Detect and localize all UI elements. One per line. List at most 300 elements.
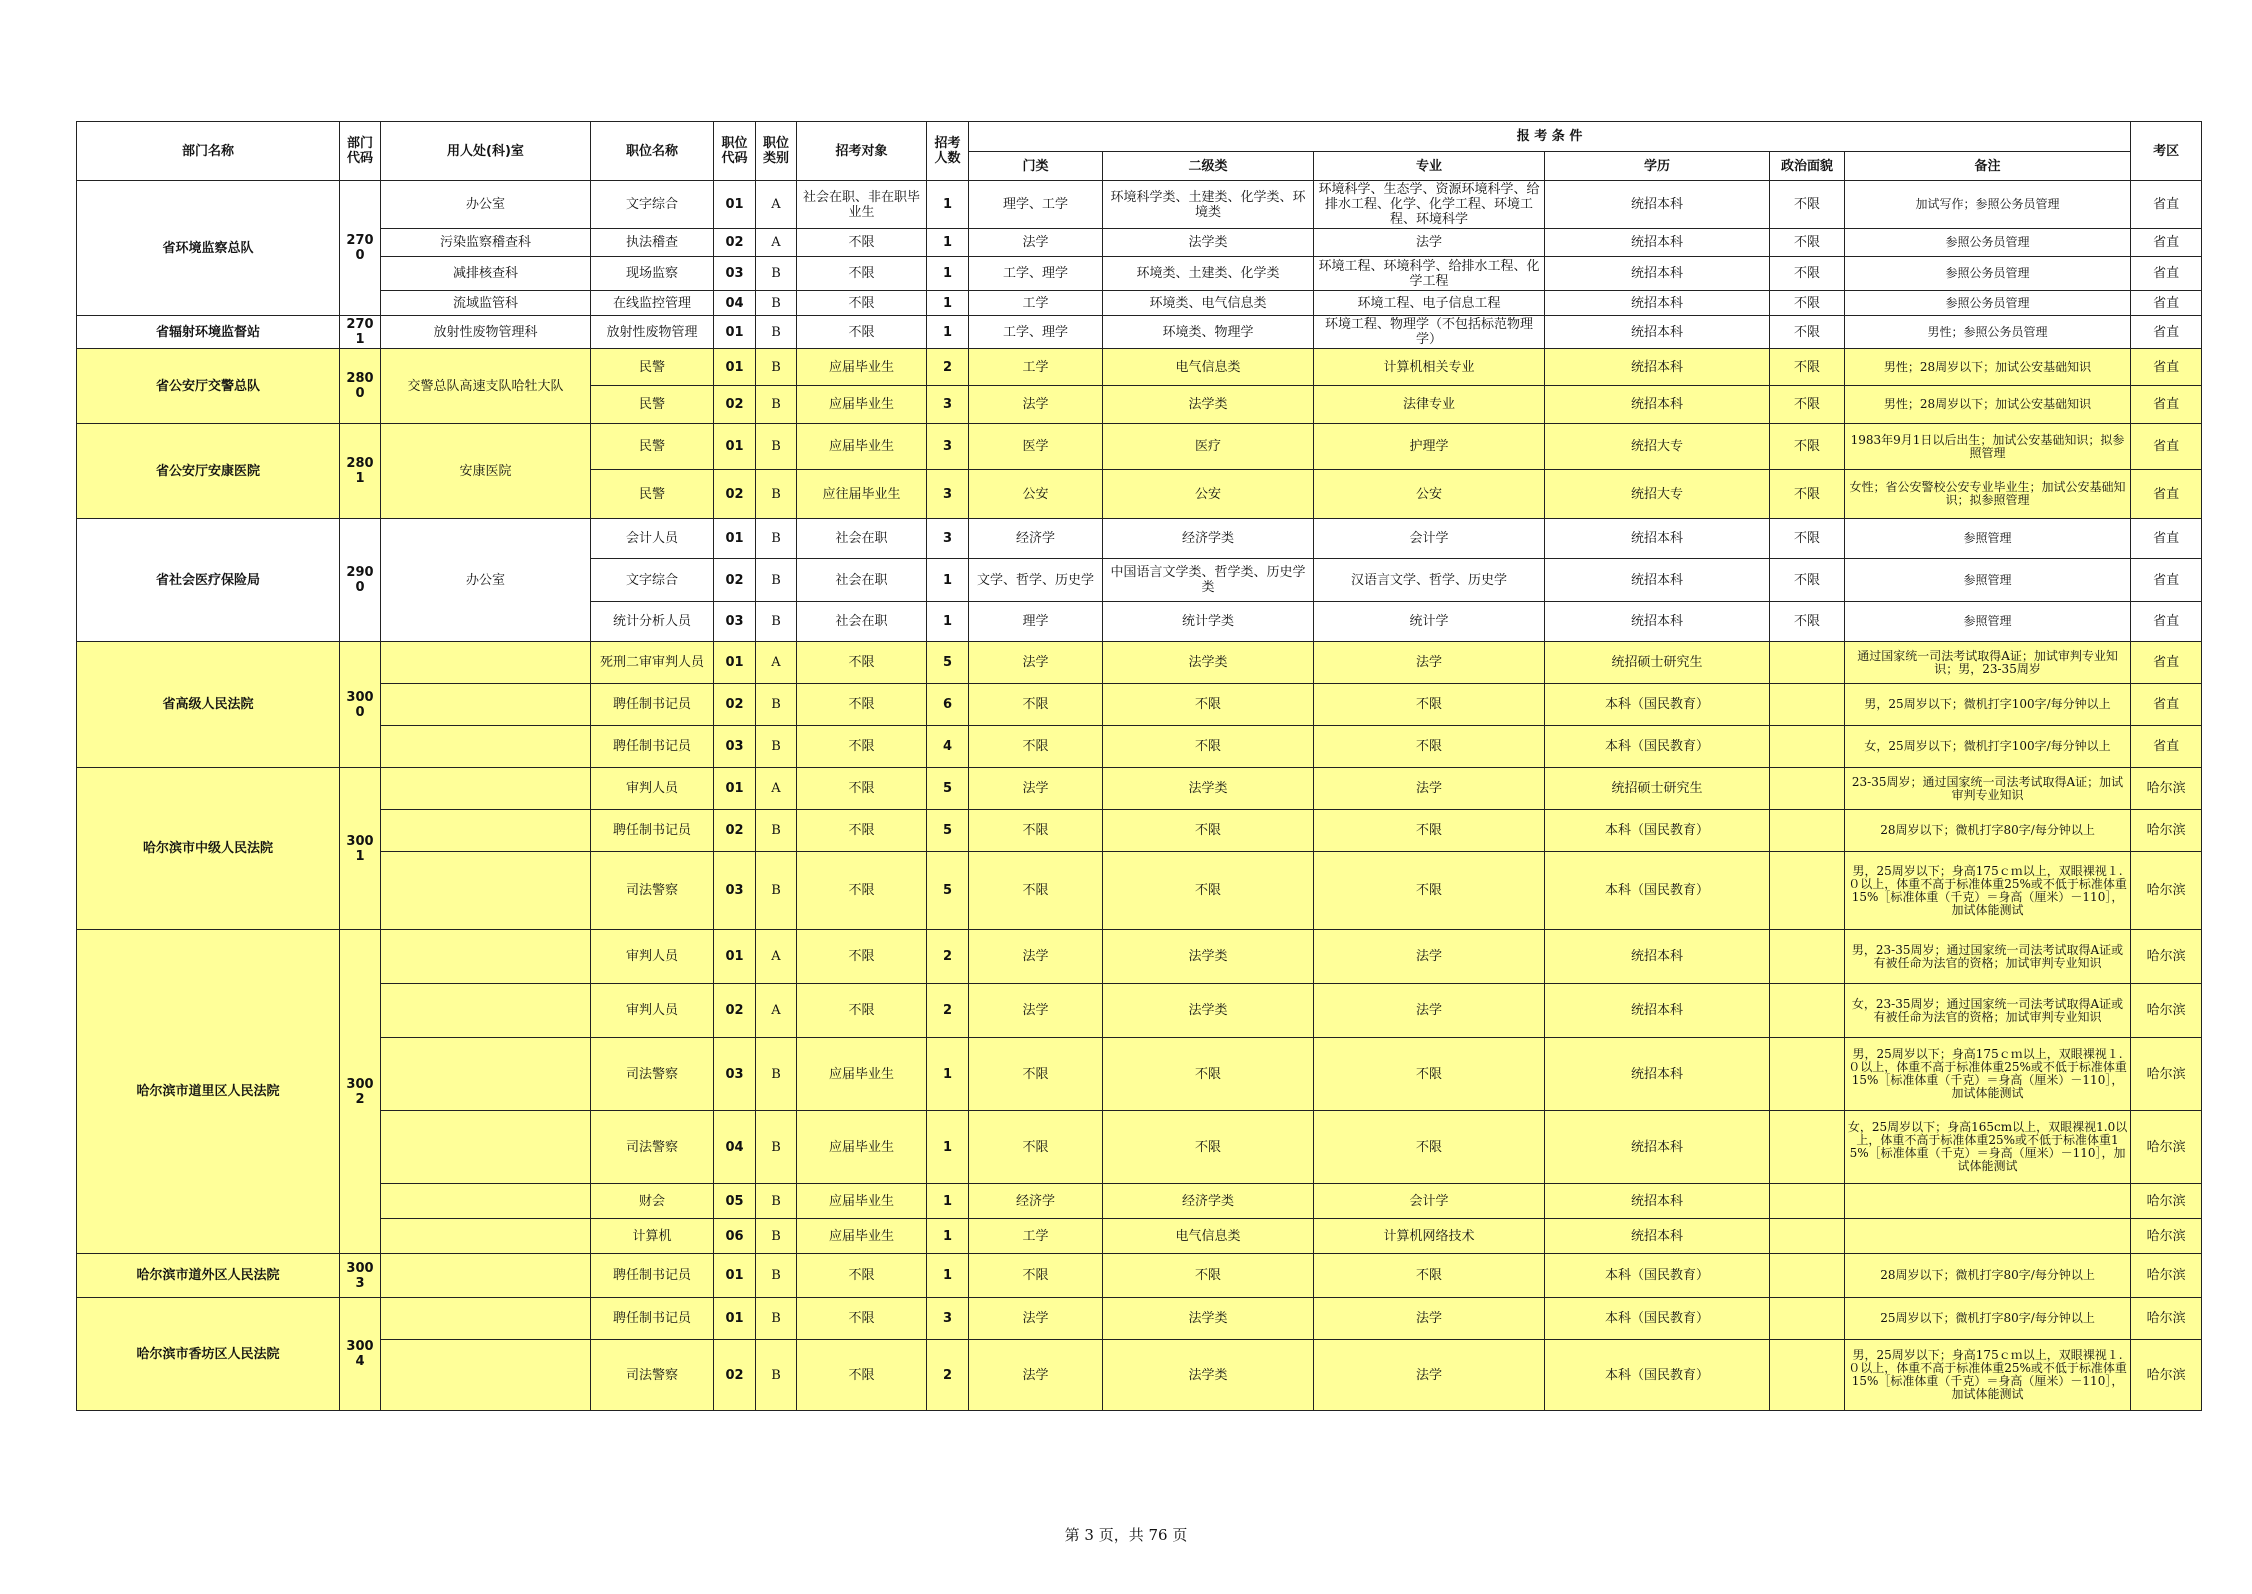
cell-position-code: 04 — [714, 1111, 756, 1184]
cell-education: 统招本科 — [1545, 1038, 1770, 1111]
cell-dept-name: 省环境监察总队 — [77, 181, 340, 316]
cell-exam-area: 哈尔滨 — [2131, 1184, 2202, 1219]
cell-sub-category: 法学类 — [1103, 768, 1314, 810]
cell-political — [1770, 1184, 1845, 1219]
cell-category: 理学、工学 — [969, 181, 1103, 229]
cell-category: 法学 — [969, 930, 1103, 984]
cell-position-type: B — [756, 519, 797, 559]
header-target: 招考对象 — [797, 122, 927, 181]
cell-position-name: 民警 — [591, 386, 714, 424]
cell-count: 1 — [927, 229, 969, 257]
cell-education: 统招本科 — [1545, 519, 1770, 559]
cell-position-type: B — [756, 810, 797, 852]
cell-sub-category: 不限 — [1103, 1111, 1314, 1184]
cell-exam-area: 省直 — [2131, 642, 2202, 684]
cell-office — [381, 984, 591, 1038]
cell-position-type: B — [756, 1254, 797, 1298]
cell-education: 本科（国民教育） — [1545, 1298, 1770, 1340]
cell-position-name: 在线监控管理 — [591, 291, 714, 316]
cell-position-code: 01 — [714, 642, 756, 684]
table-header — [77, 122, 2202, 181]
cell-position-name: 文字综合 — [591, 181, 714, 229]
cell-exam-area: 哈尔滨 — [2131, 1219, 2202, 1254]
cell-education: 统招本科 — [1545, 291, 1770, 316]
cell-education: 统招硕士研究生 — [1545, 768, 1770, 810]
table-row — [77, 1254, 2202, 1298]
cell-position-code: 01 — [714, 519, 756, 559]
cell-position-name: 聘任制书记员 — [591, 810, 714, 852]
cell-position-code: 01 — [714, 1298, 756, 1340]
cell-target: 不限 — [797, 684, 927, 726]
cell-target: 不限 — [797, 1340, 927, 1411]
table-row — [77, 257, 2202, 291]
cell-education: 本科（国民教育） — [1545, 726, 1770, 768]
header-exam-area: 考区 — [2131, 122, 2202, 181]
cell-political — [1770, 1111, 1845, 1184]
cell-position-type: B — [756, 726, 797, 768]
cell-category: 法学 — [969, 642, 1103, 684]
header-dept-name: 部门名称 — [77, 122, 340, 181]
cell-office: 安康医院 — [381, 424, 591, 519]
cell-sub-category: 法学类 — [1103, 930, 1314, 984]
cell-dept-name: 省辐射环境监督站 — [77, 316, 340, 349]
cell-count: 1 — [927, 181, 969, 229]
cell-political — [1770, 1038, 1845, 1111]
cell-political: 不限 — [1770, 181, 1845, 229]
cell-political: 不限 — [1770, 291, 1845, 316]
cell-political: 不限 — [1770, 257, 1845, 291]
cell-office: 交警总队高速支队哈牡大队 — [381, 349, 591, 424]
cell-category: 不限 — [969, 1038, 1103, 1111]
cell-position-name: 聘任制书记员 — [591, 684, 714, 726]
cell-position-code: 05 — [714, 1184, 756, 1219]
cell-political: 不限 — [1770, 386, 1845, 424]
cell-remarks: 参照公务员管理 — [1845, 229, 2131, 257]
cell-target: 不限 — [797, 852, 927, 930]
cell-count: 1 — [927, 1254, 969, 1298]
cell-sub-category: 法学类 — [1103, 1298, 1314, 1340]
cell-count: 3 — [927, 1298, 969, 1340]
cell-exam-area: 省直 — [2131, 559, 2202, 602]
cell-remarks: 28周岁以下；微机打字80字/每分钟以上 — [1845, 1254, 2131, 1298]
cell-dept-name: 省高级人民法院 — [77, 642, 340, 768]
cell-political: 不限 — [1770, 316, 1845, 349]
cell-sub-category: 不限 — [1103, 1254, 1314, 1298]
cell-sub-category: 中国语言文学类、哲学类、历史学类 — [1103, 559, 1314, 602]
cell-major: 不限 — [1314, 810, 1545, 852]
cell-major: 汉语言文学、哲学、历史学 — [1314, 559, 1545, 602]
cell-position-code: 01 — [714, 349, 756, 386]
cell-position-code: 03 — [714, 852, 756, 930]
header-position-code: 职位代码 — [714, 122, 756, 181]
cell-position-name: 会计人员 — [591, 519, 714, 559]
cell-sub-category: 电气信息类 — [1103, 349, 1314, 386]
cell-target: 不限 — [797, 984, 927, 1038]
cell-political: 不限 — [1770, 424, 1845, 470]
header-education: 学历 — [1545, 152, 1770, 181]
cell-dept-code: 2700 — [340, 181, 381, 316]
table-row — [77, 684, 2202, 726]
cell-political — [1770, 1254, 1845, 1298]
cell-count: 4 — [927, 726, 969, 768]
cell-office — [381, 1219, 591, 1254]
cell-position-name: 民警 — [591, 424, 714, 470]
cell-exam-area: 省直 — [2131, 602, 2202, 642]
cell-remarks: 男，23-35周岁；通过国家统一司法考试取得A证或有被任命为法官的资格；加试审判专业知识 — [1845, 930, 2131, 984]
page-footer: 第 3 页，共 76 页 — [1064, 1526, 1188, 1544]
cell-political: 不限 — [1770, 229, 1845, 257]
cell-category: 法学 — [969, 1340, 1103, 1411]
cell-position-code: 01 — [714, 424, 756, 470]
cell-sub-category: 医疗 — [1103, 424, 1314, 470]
cell-position-name: 文字综合 — [591, 559, 714, 602]
cell-count: 5 — [927, 810, 969, 852]
cell-sub-category: 不限 — [1103, 684, 1314, 726]
cell-major: 法学 — [1314, 642, 1545, 684]
cell-count: 5 — [927, 852, 969, 930]
table-row — [77, 726, 2202, 768]
cell-count: 1 — [927, 1184, 969, 1219]
cell-position-type: B — [756, 684, 797, 726]
cell-education: 本科（国民教育） — [1545, 810, 1770, 852]
cell-political — [1770, 810, 1845, 852]
cell-position-name: 审判人员 — [591, 984, 714, 1038]
cell-sub-category: 统计学类 — [1103, 602, 1314, 642]
cell-remarks: 男性；28周岁以下；加试公安基础知识 — [1845, 349, 2131, 386]
cell-sub-category: 不限 — [1103, 1038, 1314, 1111]
cell-position-type: B — [756, 349, 797, 386]
cell-position-name: 审判人员 — [591, 930, 714, 984]
cell-position-type: B — [756, 1111, 797, 1184]
cell-target: 应届毕业生 — [797, 424, 927, 470]
cell-education: 统招本科 — [1545, 349, 1770, 386]
cell-dept-name: 哈尔滨市中级人民法院 — [77, 768, 340, 930]
cell-count: 2 — [927, 984, 969, 1038]
cell-position-code: 02 — [714, 1340, 756, 1411]
table-row — [77, 519, 2202, 559]
cell-exam-area: 省直 — [2131, 291, 2202, 316]
cell-category: 不限 — [969, 852, 1103, 930]
cell-position-type: B — [756, 1298, 797, 1340]
cell-target: 不限 — [797, 291, 927, 316]
cell-position-name: 死刑二审审判人员 — [591, 642, 714, 684]
table-row — [77, 349, 2202, 386]
cell-sub-category: 不限 — [1103, 726, 1314, 768]
cell-target: 应届毕业生 — [797, 349, 927, 386]
cell-position-type: B — [756, 852, 797, 930]
cell-target: 应届毕业生 — [797, 1184, 927, 1219]
cell-category: 工学 — [969, 291, 1103, 316]
cell-target: 应往届毕业生 — [797, 470, 927, 519]
cell-exam-area: 哈尔滨 — [2131, 930, 2202, 984]
cell-education: 统招大专 — [1545, 424, 1770, 470]
cell-sub-category: 环境类、土建类、化学类 — [1103, 257, 1314, 291]
cell-dept-name: 哈尔滨市道里区人民法院 — [77, 930, 340, 1254]
cell-education: 统招本科 — [1545, 386, 1770, 424]
cell-remarks: 男性；参照公务员管理 — [1845, 316, 2131, 349]
cell-dept-code: 2800 — [340, 349, 381, 424]
cell-political: 不限 — [1770, 519, 1845, 559]
cell-target: 不限 — [797, 229, 927, 257]
cell-category: 工学、理学 — [969, 257, 1103, 291]
cell-education: 本科（国民教育） — [1545, 852, 1770, 930]
cell-remarks: 女，23-35周岁；通过国家统一司法考试取得A证或有被任命为法官的资格；加试审判专业知识 — [1845, 984, 2131, 1038]
cell-category: 工学 — [969, 1219, 1103, 1254]
cell-target: 不限 — [797, 257, 927, 291]
cell-remarks: 男，25周岁以下；微机打字100字/每分钟以上 — [1845, 684, 2131, 726]
cell-exam-area: 哈尔滨 — [2131, 984, 2202, 1038]
cell-count: 5 — [927, 768, 969, 810]
header-remarks: 备注 — [1845, 152, 2131, 181]
cell-position-type: B — [756, 424, 797, 470]
cell-position-type: A — [756, 930, 797, 984]
table-row — [77, 810, 2202, 852]
cell-education: 本科（国民教育） — [1545, 1254, 1770, 1298]
cell-office — [381, 810, 591, 852]
cell-position-type: B — [756, 1038, 797, 1111]
cell-exam-area: 省直 — [2131, 181, 2202, 229]
cell-count: 5 — [927, 642, 969, 684]
cell-political — [1770, 684, 1845, 726]
cell-count: 3 — [927, 519, 969, 559]
cell-count: 3 — [927, 386, 969, 424]
cell-target: 应届毕业生 — [797, 1111, 927, 1184]
cell-remarks: 23-35周岁；通过国家统一司法考试取得A证；加试审判专业知识 — [1845, 768, 2131, 810]
cell-dept-code: 2801 — [340, 424, 381, 519]
cell-position-type: B — [756, 386, 797, 424]
cell-position-code: 03 — [714, 1038, 756, 1111]
cell-major: 环境工程、环境科学、给排水工程、化学工程 — [1314, 257, 1545, 291]
cell-category: 法学 — [969, 386, 1103, 424]
cell-education: 统招本科 — [1545, 1219, 1770, 1254]
cell-exam-area: 省直 — [2131, 386, 2202, 424]
cell-position-name: 计算机 — [591, 1219, 714, 1254]
cell-remarks: 女，25周岁以下；微机打字100字/每分钟以上 — [1845, 726, 2131, 768]
cell-dept-name: 哈尔滨市香坊区人民法院 — [77, 1298, 340, 1411]
cell-category: 法学 — [969, 984, 1103, 1038]
cell-office: 办公室 — [381, 181, 591, 229]
cell-position-code: 02 — [714, 810, 756, 852]
cell-major: 不限 — [1314, 726, 1545, 768]
cell-major: 环境科学、生态学、资源环境科学、给排水工程、化学、化学工程、环境工程、环境科学 — [1314, 181, 1545, 229]
cell-count: 1 — [927, 291, 969, 316]
cell-remarks: 参照管理 — [1845, 602, 2131, 642]
cell-remarks — [1845, 1184, 2131, 1219]
table-row — [77, 424, 2202, 470]
cell-remarks: 通过国家统一司法考试取得A证；加试审判专业知识；男，23-35周岁 — [1845, 642, 2131, 684]
cell-education: 统招本科 — [1545, 602, 1770, 642]
table-row — [77, 229, 2202, 257]
cell-count: 1 — [927, 1111, 969, 1184]
cell-political: 不限 — [1770, 602, 1845, 642]
cell-sub-category: 经济学类 — [1103, 519, 1314, 559]
cell-sub-category: 不限 — [1103, 852, 1314, 930]
cell-remarks: 28周岁以下；微机打字80字/每分钟以上 — [1845, 810, 2131, 852]
cell-position-code: 02 — [714, 470, 756, 519]
header-sub-category: 二级类 — [1103, 152, 1314, 181]
cell-sub-category: 法学类 — [1103, 1340, 1314, 1411]
cell-dept-code: 3003 — [340, 1254, 381, 1298]
table-row — [77, 1340, 2202, 1411]
cell-position-type: B — [756, 559, 797, 602]
cell-target: 应届毕业生 — [797, 386, 927, 424]
cell-position-type: B — [756, 470, 797, 519]
cell-dept-name: 省公安厅安康医院 — [77, 424, 340, 519]
cell-position-code: 01 — [714, 930, 756, 984]
cell-major: 法学 — [1314, 1340, 1545, 1411]
cell-major: 不限 — [1314, 852, 1545, 930]
cell-exam-area: 省直 — [2131, 349, 2202, 386]
table-row — [77, 291, 2202, 316]
cell-position-name: 统计分析人员 — [591, 602, 714, 642]
cell-sub-category: 不限 — [1103, 810, 1314, 852]
cell-education: 统招本科 — [1545, 316, 1770, 349]
cell-target: 不限 — [797, 642, 927, 684]
table-row — [77, 1038, 2202, 1111]
cell-category: 法学 — [969, 1298, 1103, 1340]
cell-major: 会计学 — [1314, 519, 1545, 559]
cell-count: 1 — [927, 257, 969, 291]
cell-category: 工学、理学 — [969, 316, 1103, 349]
cell-position-type: A — [756, 642, 797, 684]
cell-position-name: 聘任制书记员 — [591, 1254, 714, 1298]
cell-category: 理学 — [969, 602, 1103, 642]
cell-office: 减排核查科 — [381, 257, 591, 291]
cell-office — [381, 726, 591, 768]
cell-position-code: 01 — [714, 181, 756, 229]
cell-education: 本科（国民教育） — [1545, 684, 1770, 726]
cell-exam-area: 哈尔滨 — [2131, 810, 2202, 852]
cell-position-type: B — [756, 257, 797, 291]
cell-position-name: 民警 — [591, 470, 714, 519]
table-row — [77, 930, 2202, 984]
cell-remarks: 参照管理 — [1845, 519, 2131, 559]
cell-sub-category: 公安 — [1103, 470, 1314, 519]
cell-major: 环境工程、电子信息工程 — [1314, 291, 1545, 316]
cell-sub-category: 经济学类 — [1103, 1184, 1314, 1219]
header-category: 门类 — [969, 152, 1103, 181]
cell-political — [1770, 642, 1845, 684]
header-political: 政治面貌 — [1770, 152, 1845, 181]
header-position-name: 职位名称 — [591, 122, 714, 181]
cell-category: 医学 — [969, 424, 1103, 470]
cell-exam-area: 省直 — [2131, 424, 2202, 470]
cell-count: 2 — [927, 1340, 969, 1411]
cell-position-code: 02 — [714, 684, 756, 726]
cell-position-name: 执法稽查 — [591, 229, 714, 257]
cell-major: 统计学 — [1314, 602, 1545, 642]
cell-target: 不限 — [797, 768, 927, 810]
cell-office: 污染监察稽查科 — [381, 229, 591, 257]
cell-political — [1770, 726, 1845, 768]
cell-exam-area: 省直 — [2131, 229, 2202, 257]
cell-count: 6 — [927, 684, 969, 726]
cell-dept-name: 哈尔滨市道外区人民法院 — [77, 1254, 340, 1298]
cell-target: 应届毕业生 — [797, 1219, 927, 1254]
cell-remarks: 女性；省公安警校公安专业毕业生；加试公安基础知识；拟参照管理 — [1845, 470, 2131, 519]
cell-category: 经济学 — [969, 1184, 1103, 1219]
cell-major: 护理学 — [1314, 424, 1545, 470]
table-row — [77, 1184, 2202, 1219]
cell-remarks — [1845, 1219, 2131, 1254]
cell-exam-area: 哈尔滨 — [2131, 1298, 2202, 1340]
cell-major: 法学 — [1314, 984, 1545, 1038]
cell-major: 计算机网络技术 — [1314, 1219, 1545, 1254]
cell-exam-area: 省直 — [2131, 684, 2202, 726]
cell-remarks: 女，25周岁以下；身高165cm以上，双眼裸视1.0以上，体重不高于标准体重25%或不低于标准体重15%［标准体重（千克）＝身高（厘米）－110］，加试体能测试 — [1845, 1111, 2131, 1184]
cell-target: 应届毕业生 — [797, 1038, 927, 1111]
cell-position-name: 审判人员 — [591, 768, 714, 810]
cell-sub-category: 法学类 — [1103, 984, 1314, 1038]
cell-position-type: B — [756, 1184, 797, 1219]
cell-political — [1770, 1219, 1845, 1254]
cell-position-code: 06 — [714, 1219, 756, 1254]
cell-office — [381, 1340, 591, 1411]
cell-position-code: 04 — [714, 291, 756, 316]
cell-exam-area: 省直 — [2131, 316, 2202, 349]
table-row — [77, 1111, 2202, 1184]
cell-position-name: 聘任制书记员 — [591, 726, 714, 768]
cell-position-code: 03 — [714, 602, 756, 642]
cell-target: 不限 — [797, 316, 927, 349]
table-row — [77, 852, 2202, 930]
cell-education: 本科（国民教育） — [1545, 1340, 1770, 1411]
cell-category: 不限 — [969, 1111, 1103, 1184]
cell-remarks: 1983年9月1日以后出生；加试公安基础知识；拟参照管理 — [1845, 424, 2131, 470]
cell-exam-area: 哈尔滨 — [2131, 1254, 2202, 1298]
cell-political — [1770, 852, 1845, 930]
cell-exam-area: 哈尔滨 — [2131, 768, 2202, 810]
cell-position-type: A — [756, 768, 797, 810]
cell-exam-area: 省直 — [2131, 470, 2202, 519]
cell-position-code: 02 — [714, 229, 756, 257]
table-row — [77, 1219, 2202, 1254]
cell-office: 办公室 — [381, 519, 591, 642]
cell-position-code: 02 — [714, 386, 756, 424]
cell-remarks: 25周岁以下；微机打字80字/每分钟以上 — [1845, 1298, 2131, 1340]
cell-remarks: 参照公务员管理 — [1845, 291, 2131, 316]
cell-category: 法学 — [969, 229, 1103, 257]
cell-office — [381, 1298, 591, 1340]
table-body — [77, 181, 2202, 1411]
cell-major: 计算机相关专业 — [1314, 349, 1545, 386]
cell-remarks: 参照管理 — [1845, 559, 2131, 602]
cell-political: 不限 — [1770, 559, 1845, 602]
cell-major: 法学 — [1314, 1298, 1545, 1340]
cell-position-name: 司法警察 — [591, 1038, 714, 1111]
cell-major: 不限 — [1314, 1254, 1545, 1298]
cell-dept-code: 2701 — [340, 316, 381, 349]
cell-office: 流域监管科 — [381, 291, 591, 316]
cell-sub-category: 环境类、电气信息类 — [1103, 291, 1314, 316]
cell-position-type: B — [756, 291, 797, 316]
cell-dept-code: 3001 — [340, 768, 381, 930]
cell-count: 1 — [927, 1219, 969, 1254]
cell-major: 会计学 — [1314, 1184, 1545, 1219]
cell-office — [381, 1111, 591, 1184]
cell-remarks: 男，25周岁以下；身高175ｃｍ以上，双眼裸视１.０以上，体重不高于标准体重25%或不低于标准体重15%［标准体重（千克）＝身高（厘米）－110］，加试体能测试 — [1845, 852, 2131, 930]
cell-position-code: 01 — [714, 316, 756, 349]
cell-position-name: 财会 — [591, 1184, 714, 1219]
cell-target: 不限 — [797, 810, 927, 852]
cell-sub-category: 环境科学类、土建类、化学类、环境类 — [1103, 181, 1314, 229]
cell-exam-area: 哈尔滨 — [2131, 1340, 2202, 1411]
cell-education: 统招硕士研究生 — [1545, 642, 1770, 684]
cell-position-name: 司法警察 — [591, 1111, 714, 1184]
cell-position-type: A — [756, 229, 797, 257]
cell-political — [1770, 930, 1845, 984]
header-position-type: 职位类别 — [756, 122, 797, 181]
